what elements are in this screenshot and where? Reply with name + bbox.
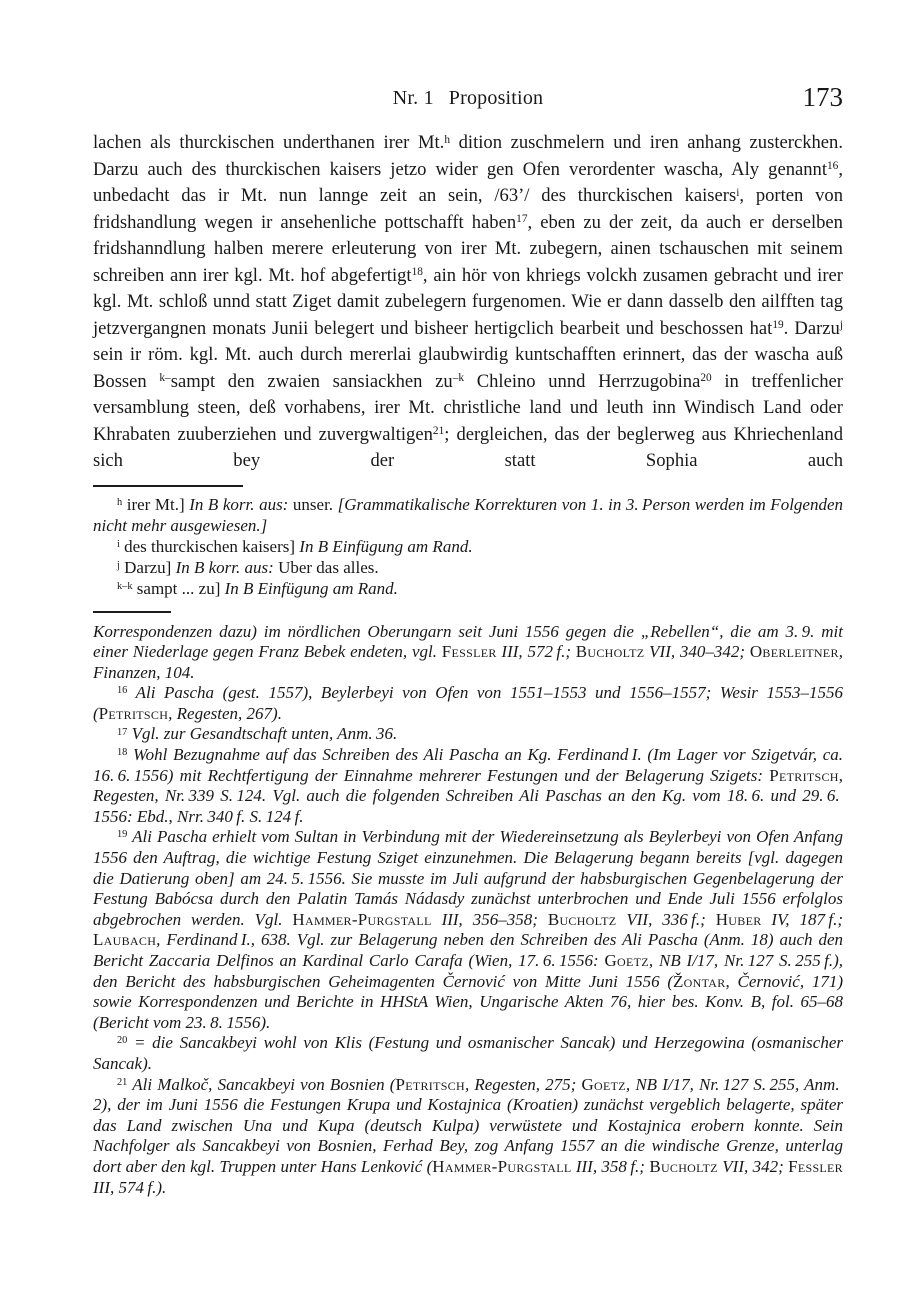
note-reference: j — [117, 559, 120, 571]
text-run: Ali Pascha (gest. 1557), Beylerbeyi von Ofen von 1551–1553 und 1556–1557; Wesir 1553–1556 ( — [93, 683, 843, 723]
note-reference: –k — [452, 372, 465, 385]
text-run: irer Mt.] — [122, 494, 190, 514]
text-run: lachen als thurckischen underthanen irer Mt. — [93, 132, 445, 153]
text-run: VII, 340–342; — [644, 642, 750, 662]
text-run: VII, 342; — [717, 1156, 789, 1176]
text-run: unser. — [292, 494, 338, 514]
text-run: Bucholtz — [547, 909, 617, 929]
note-reference: 17 — [117, 726, 128, 738]
text-run: Hammer-Purgstall — [292, 909, 432, 929]
footnote-continuation — [93, 622, 843, 684]
text-run: , unbedacht das ir Mt. nun lannge zeit an sein, /63’/ des thurckischen kaisers — [93, 158, 843, 206]
text-run: , Regesten, Nr. 339 S. 124. Vgl. auch die folgenden Schreiben Ali Paschas an den Kg. vom 18. 6. und 29. 6. 1556: Ebd., Nrr. 340 f. S. 124 f. — [93, 765, 843, 826]
text-run: In B korr. aus: — [189, 494, 293, 514]
apparatus-note-h — [93, 494, 843, 536]
text-run: , NB I/17, Nr. 127 S. 255 f.), den Bericht des habsburgischen Geheimagenten Černović von Mitte Juni 1556 ( — [93, 951, 843, 991]
apparatus-note-i — [93, 536, 843, 557]
text-run: , Regesten, 267). — [168, 703, 282, 723]
text-run: , Ferdinand I., 638. Vgl. zur Belagerung neben den Schreiben des Ali Pascha (Anm. 18) auch den Bericht Zaccaria Delfinos an Kardinal Carlo Carafa (Wien, 17. 6. 1556: — [93, 930, 843, 970]
text-run: sampt ... zu] — [132, 578, 225, 598]
text-run: Darzu] — [119, 557, 176, 577]
page-number: 173 — [802, 82, 843, 112]
text-run: Goetz — [604, 951, 649, 970]
footnote-16 — [93, 683, 843, 724]
note-reference: h — [117, 496, 123, 508]
note-reference: 21 — [432, 425, 445, 438]
note-reference: 19 — [772, 319, 784, 332]
note-reference: 21 — [117, 1076, 128, 1088]
text-run: ; dergleichen, das der beglerweg aus Khriechenland sich bey der statt Sophia auch — [93, 423, 843, 471]
text-run: III, 572 f.; — [496, 642, 576, 662]
text-run: Uber das alles. — [278, 557, 379, 577]
text-run: Laubach — [93, 930, 157, 950]
footnote-21 — [93, 1075, 843, 1199]
note-reference: 16 — [827, 160, 839, 173]
apparatus-note-j — [93, 557, 843, 578]
text-run: Huber — [715, 909, 762, 929]
text-run: Petritsch — [395, 1074, 465, 1094]
text-run: Ali Pascha erhielt vom Sultan in Verbindung mit der Wiedereinsetzung als Beylerbeyi von Ofen Anfang 1556 den Auftrag, die wichtige Festung Sziget einzunehmen. Die Belagerung begann bereits [vgl. dagegen die Datierung oben] am 24. 5. 1556. Sie musste im Juli aufgrund der habsburgischen Gegenbelagerung der Festung Babócsa durch den Palatin Tamás Nádasdy zunächst unterbrochen und Ende Juli 1556 erfolglos abgebrochen werden. Vgl. — [93, 827, 843, 929]
apparatus-separator-rule — [93, 485, 243, 487]
apparatus-note-k — [93, 578, 843, 599]
footnotes-block — [93, 622, 843, 1199]
text-run: Wohl Bezugnahme auf das Schreiben des Ali Pascha an Kg. Ferdinand I. (Im Lager vor Szigetvár, ca. 16. 6. 1556) mit Rechtfertigung der Einnahme mehrerer Festungen und der Belagerung Szigets: — [93, 745, 843, 785]
text-run: Goetz — [581, 1074, 626, 1094]
text-run: VII, 336 f.; — [616, 909, 716, 929]
note-reference: 18 — [117, 747, 128, 759]
text-run: Vgl. zur Gesandtschaft unten, Anm. 36. — [127, 724, 398, 744]
text-run: III, 356–358; — [431, 909, 548, 929]
text-run: sein ir röm. kgl. Mt. auch durch mererlai glaubwirdig kuntschafften erinnert, das der wascha auß Bossen — [93, 344, 843, 392]
note-reference: 18 — [411, 266, 423, 279]
text-run: In B Einfügung am Rand. — [224, 578, 398, 598]
text-run: Žontar — [672, 971, 726, 991]
note-reference: 20 — [117, 1035, 128, 1047]
running-head — [393, 87, 543, 110]
text-run: III, 358 f.; — [571, 1156, 650, 1176]
note-reference: 17 — [516, 213, 528, 226]
text-run: In B korr. aus: — [175, 557, 279, 577]
text-run: , eben zu der zeit, da auch er derselben fridshanndlung halben merere erleuterung von irer Mt. zubegern, ainen tschauschen mit seinem schreiben ann irer kgl. Mt. hof abgefertigt — [93, 211, 843, 286]
text-run: des thurckischen kaisers] — [119, 536, 300, 556]
text-run: IV, 187 f.; — [761, 909, 843, 929]
main-text-paragraph — [93, 130, 843, 475]
text-run: , ain hör von khriegs volckh zusamen gebracht und irer kgl. Mt. schloß unnd statt Ziget damit zubelegern furgenomen. Wie er dann dasselb den ailfften tag jetzvergangnen monats Junii belegert und bisheer hertigclich bearbeit und beschossen hat — [93, 264, 843, 339]
text-run: Petritsch — [769, 765, 839, 785]
footnote-19 — [93, 827, 843, 1033]
note-reference: k– — [159, 372, 171, 385]
text-run: Petritsch — [98, 703, 169, 723]
note-reference: i — [117, 538, 120, 550]
running-header — [93, 76, 843, 110]
note-reference: j — [839, 319, 843, 332]
text-run: , porten von fridshandlung wegen ir ansehenliche pottschafft haben — [93, 185, 843, 233]
text-run: III, 574 f.). — [93, 1177, 167, 1197]
text-run: In B Einfügung am Rand. — [299, 536, 473, 556]
footnote-20 — [93, 1033, 843, 1074]
footnote-18 — [93, 745, 843, 827]
text-run: , NB I/17, Nr. 127 S. 255, Anm. 2), der im Juni 1556 die Festungen Krupa und Kostajnica (Kroatien) zunächst vergeblich belagerte, später das Land zwischen Una und Kupa (deutsch Kulpa) verwüstete und Kostajnica erobern konnte. Sein Nachfolger als Sancakbeyi von Bosnien, Ferhad Bey, zog Anfang 1557 an die windische Grenze, unterlag dort aber den kgl. Truppen unter Hans Lenković ( — [93, 1074, 843, 1176]
footnote-separator-rule — [93, 611, 171, 613]
critical-apparatus — [93, 494, 843, 599]
text-run: in treffenlicher versamblung steen, deß vorhabens, irer Mt. christliche land und leuth inn Windisch Land oder Khrabaten zuuberziehen und zuvergwaltigen — [93, 370, 843, 445]
note-reference: 19 — [117, 829, 128, 841]
footnote-17 — [93, 724, 843, 745]
text-run: dition zuschmelern und iren anhang zusterckhen. Darzu auch des thurckischen kaisers jetzo wider gen Ofen verordenter wascha, Aly genannt — [93, 132, 843, 180]
text-run: Fessler — [788, 1156, 843, 1176]
text-run: . Darzu — [783, 317, 840, 339]
text-run: , Regesten, 275; — [464, 1074, 582, 1094]
text-run: Fessler — [441, 642, 497, 662]
note-reference: i — [736, 186, 740, 199]
note-reference: 16 — [117, 685, 128, 697]
text-run: Bucholtz — [575, 642, 645, 662]
text-run: [Grammatikalische Korrekturen von 1. in 3. Person werden im Folgenden nicht mehr ausgewiesen.] — [93, 494, 844, 535]
doc-title: Proposition — [448, 87, 544, 109]
text-run: = die Sancakbeyi wohl von Klis (Festung und osmanischer Sancak) und Herzegowina (osmanischer Sancak). — [93, 1033, 843, 1073]
note-reference: 20 — [700, 372, 712, 385]
text-run: Chleino unnd Herrzugobina — [464, 370, 701, 392]
text-run: , Finanzen, 104. — [93, 642, 843, 682]
note-reference: k–k — [117, 580, 133, 592]
text-run: Ali Malkoč, Sancakbeyi von Bosnien ( — [127, 1074, 396, 1094]
text-run: sampt den zwaien sansiackhen zu — [170, 370, 453, 392]
text-run: Korrespondenzen dazu) im nördlichen Oberungarn seit Juni 1556 gegen die „Rebellen“, die am 3. 9. mit einer Niederlage gegen Franz Bebek endeten, vgl. — [93, 621, 843, 662]
text-run: , Černović, 171) sowie Korrespondenzen und Berichte in HHStA Wien, Ungarische Akten 76, hier bes. Konv. B, fol. 65–68 (Bericht vom 23. 8. 1556). — [93, 971, 843, 1032]
note-reference: h — [444, 133, 450, 146]
text-run: Hammer-Purgstall — [432, 1156, 572, 1176]
text-run: Oberleitner — [749, 642, 839, 662]
text-run: Bucholtz — [649, 1156, 718, 1176]
doc-number: Nr. 1 — [392, 87, 434, 109]
